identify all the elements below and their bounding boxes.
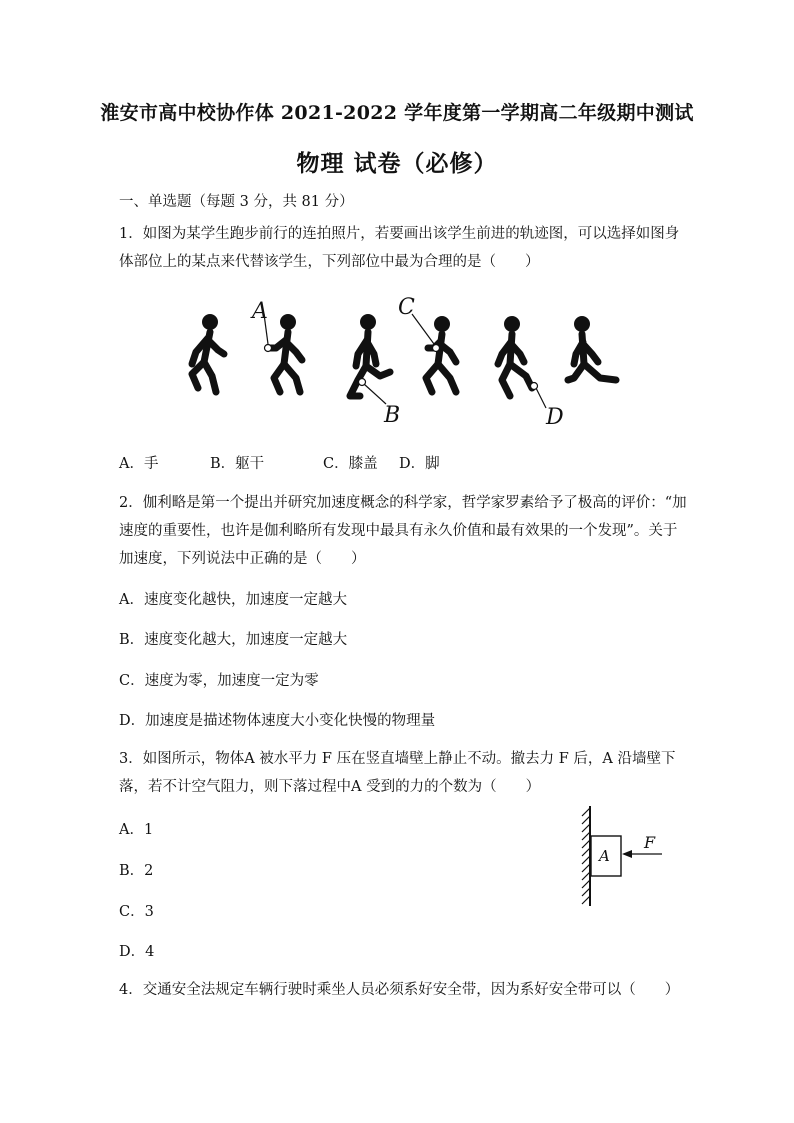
question-3-option-b: B．2 [119,863,154,879]
question-2-line-1: 2．伽利略是第一个提出并研究加速度概念的科学家，哲学家罗素给予了极高的评价：“加 [119,495,687,511]
figure-label-c: C [398,295,415,320]
question-2-option-c: C．速度为零，加速度一定为零 [119,673,319,689]
question-1-option-c: C．膝盖 [323,456,378,472]
force-label: F [644,833,656,852]
question-4-line-1: 4．交通安全法规定车辆行驶时乘坐人员必须系好安全带，因为系好安全带可以（ ） [119,982,680,998]
question-2-line-3: 加速度，下列说法中正确的是（ ） [119,551,366,567]
question-1-option-d: D．脚 [399,456,440,472]
figure-label-d: D [546,405,564,430]
question-2-option-d: D．加速度是描述物体速度大小变化快慢的物理量 [119,713,436,729]
question-3-line-1: 3．如图所示，物体A 被水平力 F 压在竖直墙壁上静止不动。撤去力 F 后，A 沿墙壁下 [119,751,676,767]
runner-figure-6 [568,316,616,380]
wall-block-force-figure [560,800,680,910]
runner-figure-5 [498,316,532,396]
question-1-option-b: B．躯干 [210,456,265,472]
question-2-option-a: A．速度变化越快，加速度一定越大 [119,592,347,608]
question-1-line-1: 1．如图为某学生跑步前行的连拍照片，若要画出该学生前进的轨迹图，可以选择如图身 [119,226,680,242]
runner-figure-3 [350,314,390,396]
section-heading: 一、单选题（每题 3 分，共 81 分） [119,194,354,210]
question-3-option-d: D．4 [119,944,155,960]
runner-figure-1 [192,314,224,392]
question-2-line-2: 速度的重要性，也许是伽利略所有发现中最具有永久价值和最有效果的一个发现”。关于 [119,523,678,539]
figure-label-a: A [252,299,268,324]
running-student-figure [180,292,640,432]
block-label: A [599,847,610,865]
figure-label-b: B [384,403,401,428]
runner-figure-2 [268,314,302,392]
question-3-line-2: 落，若不计空气阻力，则下落过程中A 受到的力的个数为（ ） [119,779,541,795]
question-1-option-a: A．手 [119,456,159,472]
question-3-option-c: C．3 [119,904,154,920]
question-2-option-b: B．速度变化越大，加速度一定越大 [119,632,348,648]
question-1-line-2: 体部位上的某点来代替该学生，下列部位中最为合理的是（ ） [119,254,540,270]
exam-title: 淮安市高中校协作体 2021-2022 学年度第一学期高二年级期中测试 [100,102,694,124]
exam-subtitle: 物理 试卷（必修） [296,150,498,177]
runner-figure-4 [426,316,456,392]
question-3-option-a: A．1 [119,822,154,838]
